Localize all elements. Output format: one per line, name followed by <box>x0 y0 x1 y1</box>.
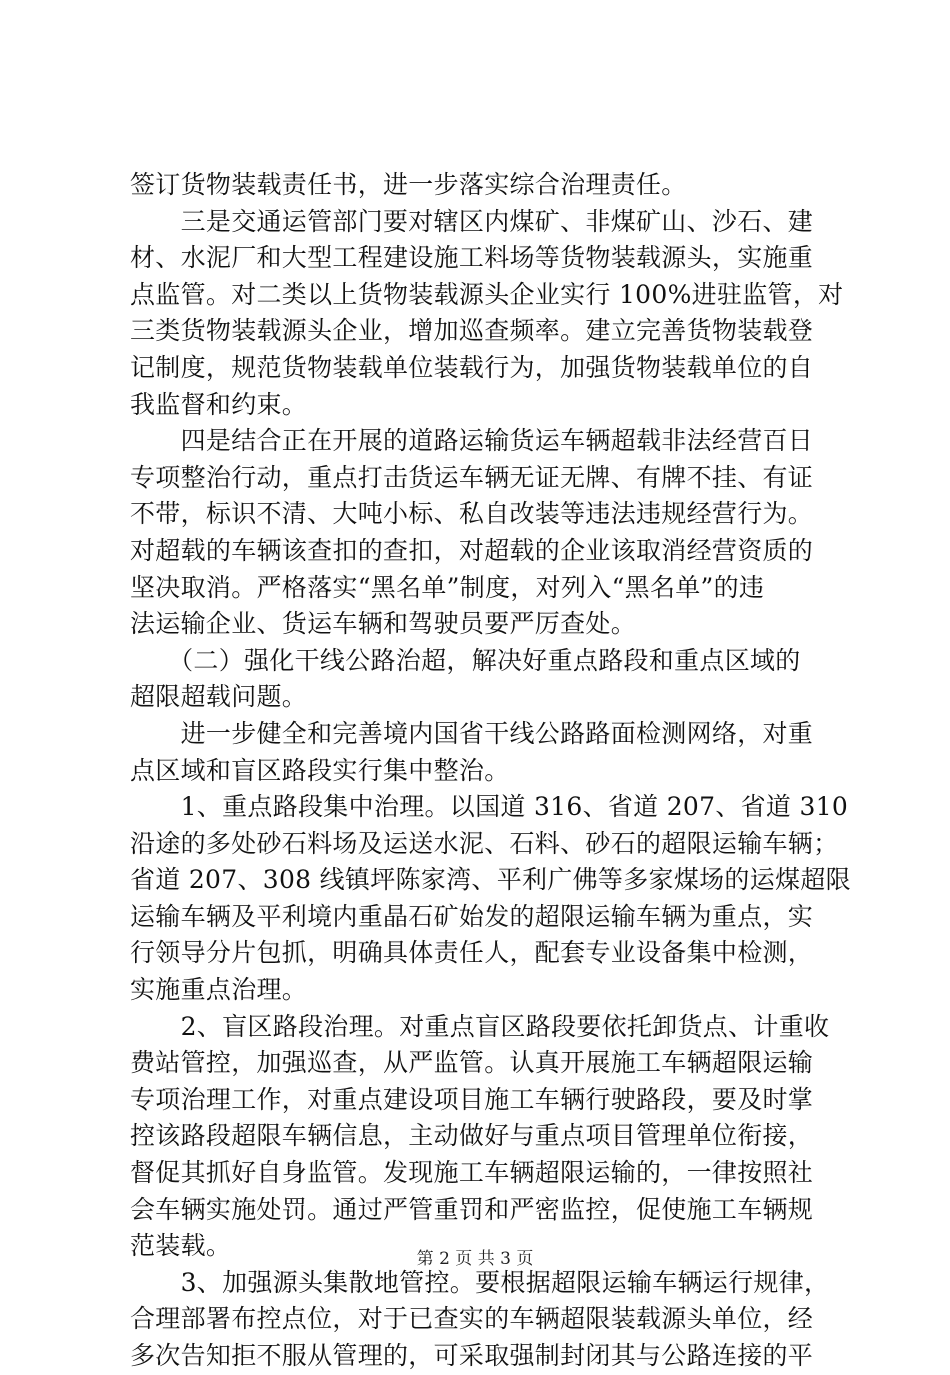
text-line: 三类货物装载源头企业，增加巡查频率。建立完善货物装载登 <box>130 316 814 346</box>
text-line: 3、加强源头集散地管控。要根据超限运输车辆运行规律， <box>130 1267 830 1297</box>
section-heading-line: 超限超载问题。 <box>130 682 308 712</box>
text-line: 省道 207、308 线镇坪陈家湾、平利广佛等多家煤场的运煤超限 <box>130 865 851 895</box>
text-line: 督促其抓好自身监管。发现施工车辆超限运输的，一律按照社 <box>130 1158 814 1188</box>
text-line: 2、盲区路段治理。对重点盲区路段要依托卸货点、计重收 <box>130 1011 830 1041</box>
text-line: 四是结合正在开展的道路运输货运车辆超载非法经营百日 <box>130 426 814 456</box>
text-line: 范装载。 <box>130 1231 232 1261</box>
text-line: 合理部署布控点位，对于已查实的车辆超限装载源头单位，经 <box>130 1304 814 1334</box>
text-line: 对超载的车辆该查扣的查扣，对超载的企业该取消经营资质的 <box>130 535 814 565</box>
text-line: 行领导分片包抓，明确具体责任人，配套专业设备集中检测， <box>130 938 814 968</box>
text-line: 签订货物装载责任书，进一步落实综合治理责任。 <box>130 170 687 199</box>
text-line: 不带，标识不清、大吨小标、私自改装等违法违规经营行为。 <box>130 499 814 529</box>
document-body <box>130 167 851 1375</box>
text-line: 法运输企业、货运车辆和驾驶员要严厉查处。 <box>130 609 637 639</box>
text-line: 控该路段超限车辆信息，主动做好与重点项目管理单位衔接， <box>130 1121 814 1151</box>
text-line: 专项整治行动，重点打击货运车辆无证无牌、有牌不挂、有证 <box>130 462 814 492</box>
text-line: 1、重点路段集中治理。以国道 316、省道 207、省道 310 <box>130 792 849 822</box>
text-line: 沿途的多处砂石料场及运送水泥、石料、砂石的超限运输车辆； <box>130 828 839 858</box>
text-line: 点区域和盲区路段实行集中整治。 <box>130 755 510 785</box>
text-line: 我监督和约束。 <box>130 389 308 419</box>
text-line: 实施重点治理。 <box>130 975 308 1005</box>
text-line: 运输车辆及平利境内重晶石矿始发的超限运输车辆为重点，实 <box>130 901 814 931</box>
text-line: 会车辆实施处罚。通过严管重罚和严密监控，促使施工车辆规 <box>130 1194 814 1224</box>
text-line: 坚决取消。严格落实“黑名单”制度，对列入“黑名单”的违 <box>130 572 765 602</box>
text-line: 进一步健全和完善境内国省干线公路路面检测网络，对重 <box>130 718 814 748</box>
text-line: 记制度，规范货物装载单位装载行为，加强货物装载单位的自 <box>130 352 814 382</box>
section-heading-line: （二）强化干线公路治超，解决好重点路段和重点区域的 <box>130 645 801 675</box>
text-line: 材、水泥厂和大型工程建设施工料场等货物装载源头，实施重 <box>130 243 814 273</box>
text-line: 专项治理工作，对重点建设项目施工车辆行驶路段，要及时掌 <box>130 1084 814 1114</box>
text-line: 费站管控，加强巡查，从严监管。认真开展施工车辆超限运输 <box>130 1048 814 1078</box>
page-number-footer: 第 2 页 共 3 页 <box>416 1249 534 1269</box>
text-line: 三是交通运管部门要对辖区内煤矿、非煤矿山、沙石、建 <box>130 206 814 236</box>
text-line: 多次告知拒不服从管理的，可采取强制封闭其与公路连接的平 <box>130 1341 814 1370</box>
text-line: 点监管。对二类以上货物装载源头企业实行 100%进驻监管，对 <box>130 279 844 309</box>
